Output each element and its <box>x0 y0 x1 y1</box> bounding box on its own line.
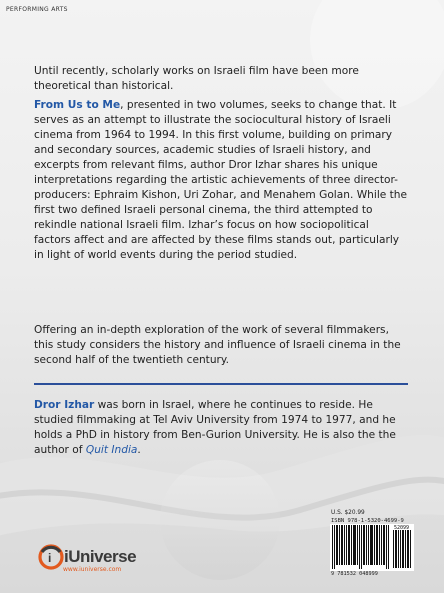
logo-letter: i <box>48 551 52 565</box>
description-paragraph <box>34 98 408 263</box>
barcode-addon: 52099 <box>394 525 410 531</box>
barcode-bars <box>330 524 414 571</box>
bio-end: . <box>137 444 141 456</box>
summary-paragraph: Offering an in-depth exploration of the work of several filmmakers, this study considers the history and influence of Israeli cinema in the second half of the twentieth century. <box>34 324 401 366</box>
category-label: PERFORMING ARTS <box>6 6 68 13</box>
iuniverse-logo-icon <box>38 544 64 570</box>
author-name: Dror Izhar <box>34 399 95 411</box>
price-label: U.S. $20.99 <box>331 510 365 516</box>
other-book-title: Quit India <box>85 444 138 456</box>
barcode-digits: 9 781532 048999 <box>331 571 378 577</box>
description-text: , presented in two volumes, seeks to change that. It serves as an attempt to illustrate the sociocultural history of Israeli cinema from 1964 to 1994. In this first volume, building on primary and secondary sources, academic studies of Israeli history, and excerpts from relevant films, author Dror Izhar shares his unique interpretations regarding the artistic achievements of three director-producers: Ephraim Kishon, Uri Zohar, and Menahem Golan. While the first two defined Israeli personal cinema, the third attempted to rekindle national Israeli film. Izhar’s focus on how sociopolitical factors affect and are affected by these films stands out, particularly in light of world events during the period studied. <box>34 99 408 261</box>
intro-paragraph: Until recently, scholarly works on Israeli film have been more theoretical than historical. <box>34 65 359 92</box>
book-title: From Us to Me <box>34 99 121 111</box>
divider-rule <box>34 383 408 385</box>
author-bio <box>34 398 408 458</box>
publisher-name: iUniverse <box>64 547 137 566</box>
publisher-url: www.iuniverse.com <box>63 566 122 573</box>
barcode <box>330 524 414 571</box>
bio-text: was born in Israel, where he continues to reside. He studied filmmaking at Tel Aviv University from 1974 to 1977, and he holds a PhD in history from Ben-Gurion University. He is also the the author of <box>34 399 396 456</box>
isbn-label: ISBN 978-1-5320-4699-9 <box>331 518 404 524</box>
publisher-logo <box>38 544 158 580</box>
